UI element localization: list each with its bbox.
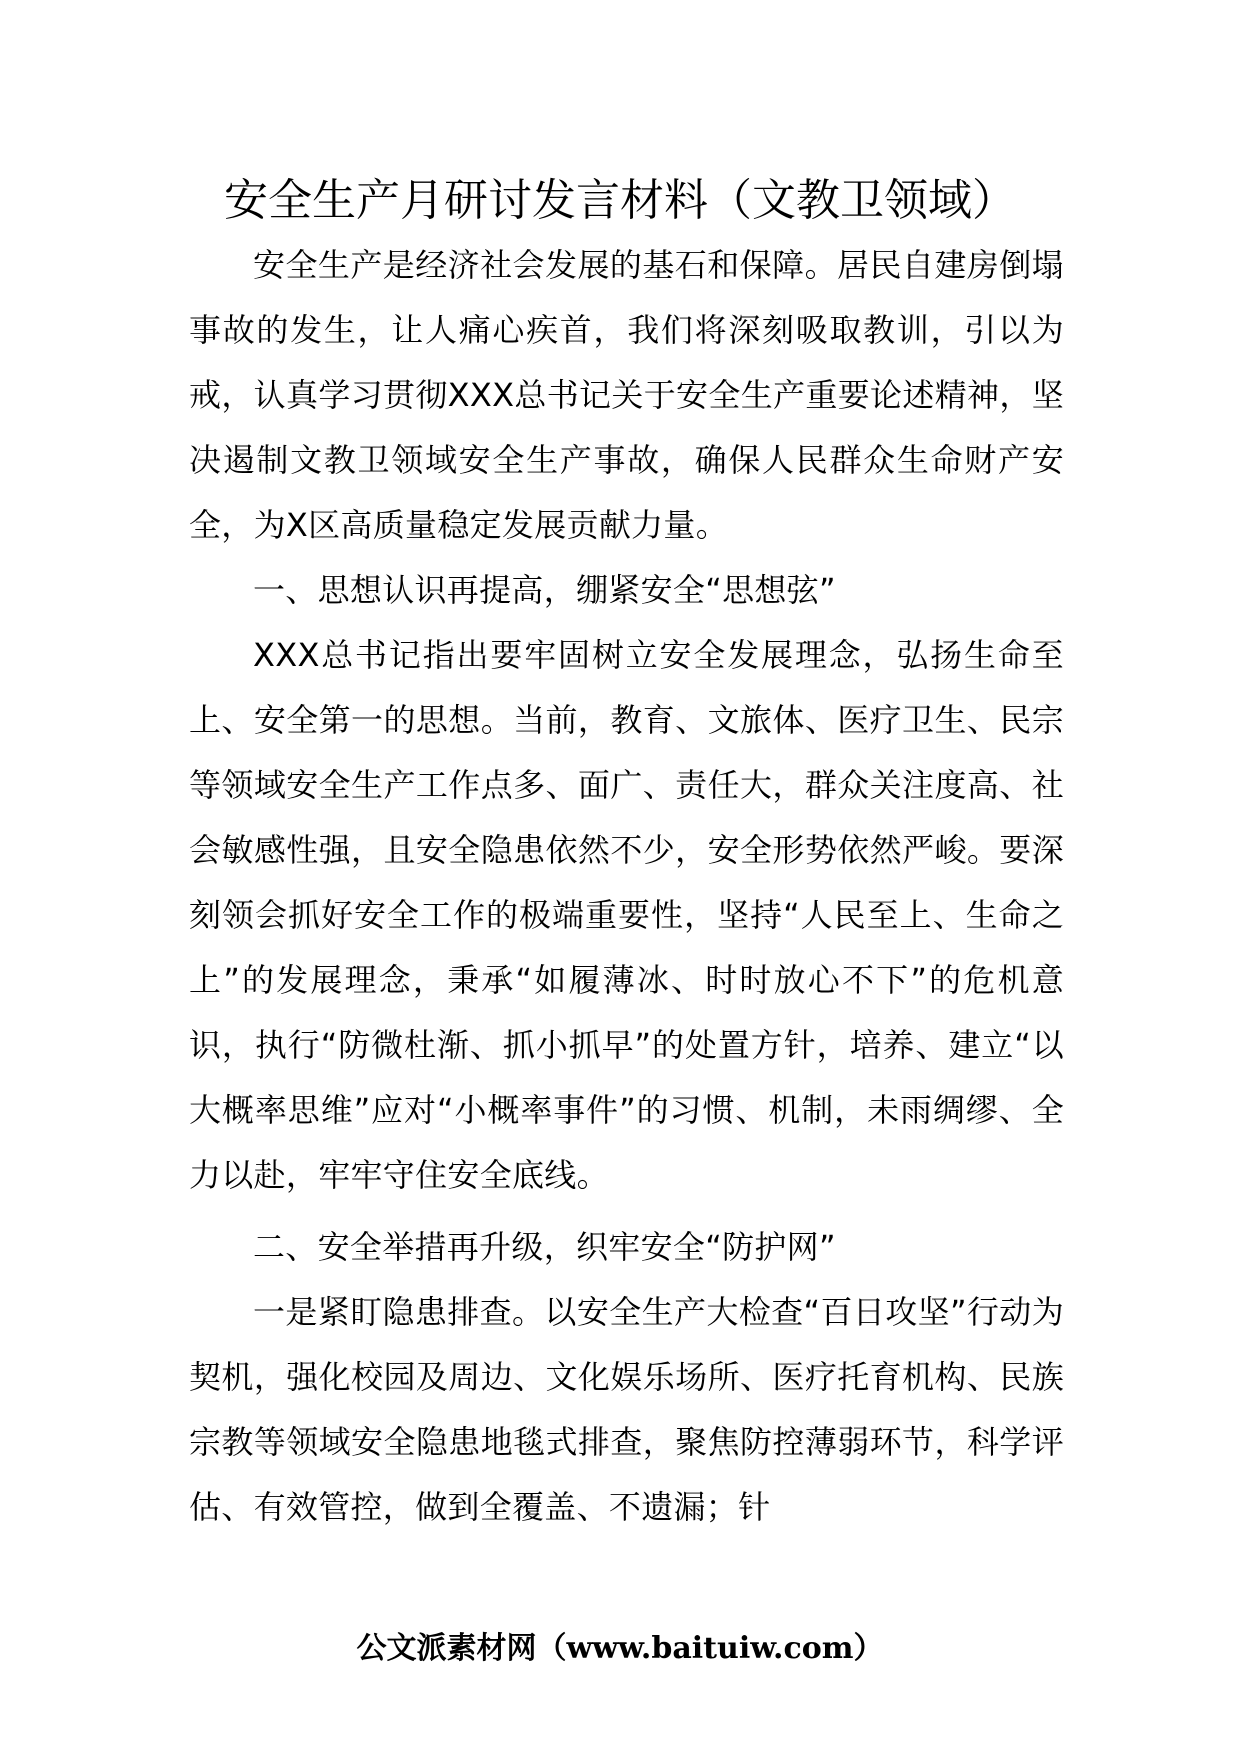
section-heading-1: 一、思想认识再提高，绷紧安全“思想弦” xyxy=(253,571,836,609)
document-title: 安全生产月研讨发言材料（文教卫领域） xyxy=(224,175,1016,226)
watermark-footer: 公文派素材网（www.baituiw.com） xyxy=(356,1631,884,1666)
document-body xyxy=(189,233,1064,1540)
section-1-paragraph: XXX总书记指出要牢固树立安全发展理念，弘扬生命至上、安全第一的思想。当前，教育、文旅体、医疗卫生、民宗等领域安全生产工作点多、面广、责任大，群众关注度高、社会敏感性强，且安全隐患依然不少，安全形势依然严峻。要深刻领会抓好安全工作的极端重要性，坚持“人民至上、生命之上”的发展理念，秉承“如履薄冰、时时放心不下”的危机意识，执行“防微杜渐、抓小抓早”的处置方针，培养、建立“以大概率思维”应对“小概率事件”的习惯、机制，未雨绸缪、全力以赴，牢牢守住安全底线。 xyxy=(189,636,1064,1194)
section-2-paragraph: 一是紧盯隐患排查。以安全生产大检查“百日攻坚”行动为契机，强化校园及周边、文化娱乐场所、医疗托育机构、民族宗教等领域安全隐患地毯式排查，聚焦防控薄弱环节，科学评估、有效管控，做到全覆盖、不遗漏；针 xyxy=(189,1293,1064,1526)
intro-paragraph: 安全生产是经济社会发展的基石和保障。居民自建房倒塌事故的发生，让人痛心疾首，我们将深刻吸取教训，引以为戒，认真学习贯彻XXX总书记关于安全生产重要论述精神，坚决遏制文教卫领域安全生产事故，确保人民群众生命财产安全，为X区高质量稳定发展贡献力量。 xyxy=(189,246,1064,544)
paragraph-spacer xyxy=(189,1208,1064,1215)
section-heading-2: 二、安全举措再升级，织牢安全“防护网” xyxy=(253,1228,836,1266)
